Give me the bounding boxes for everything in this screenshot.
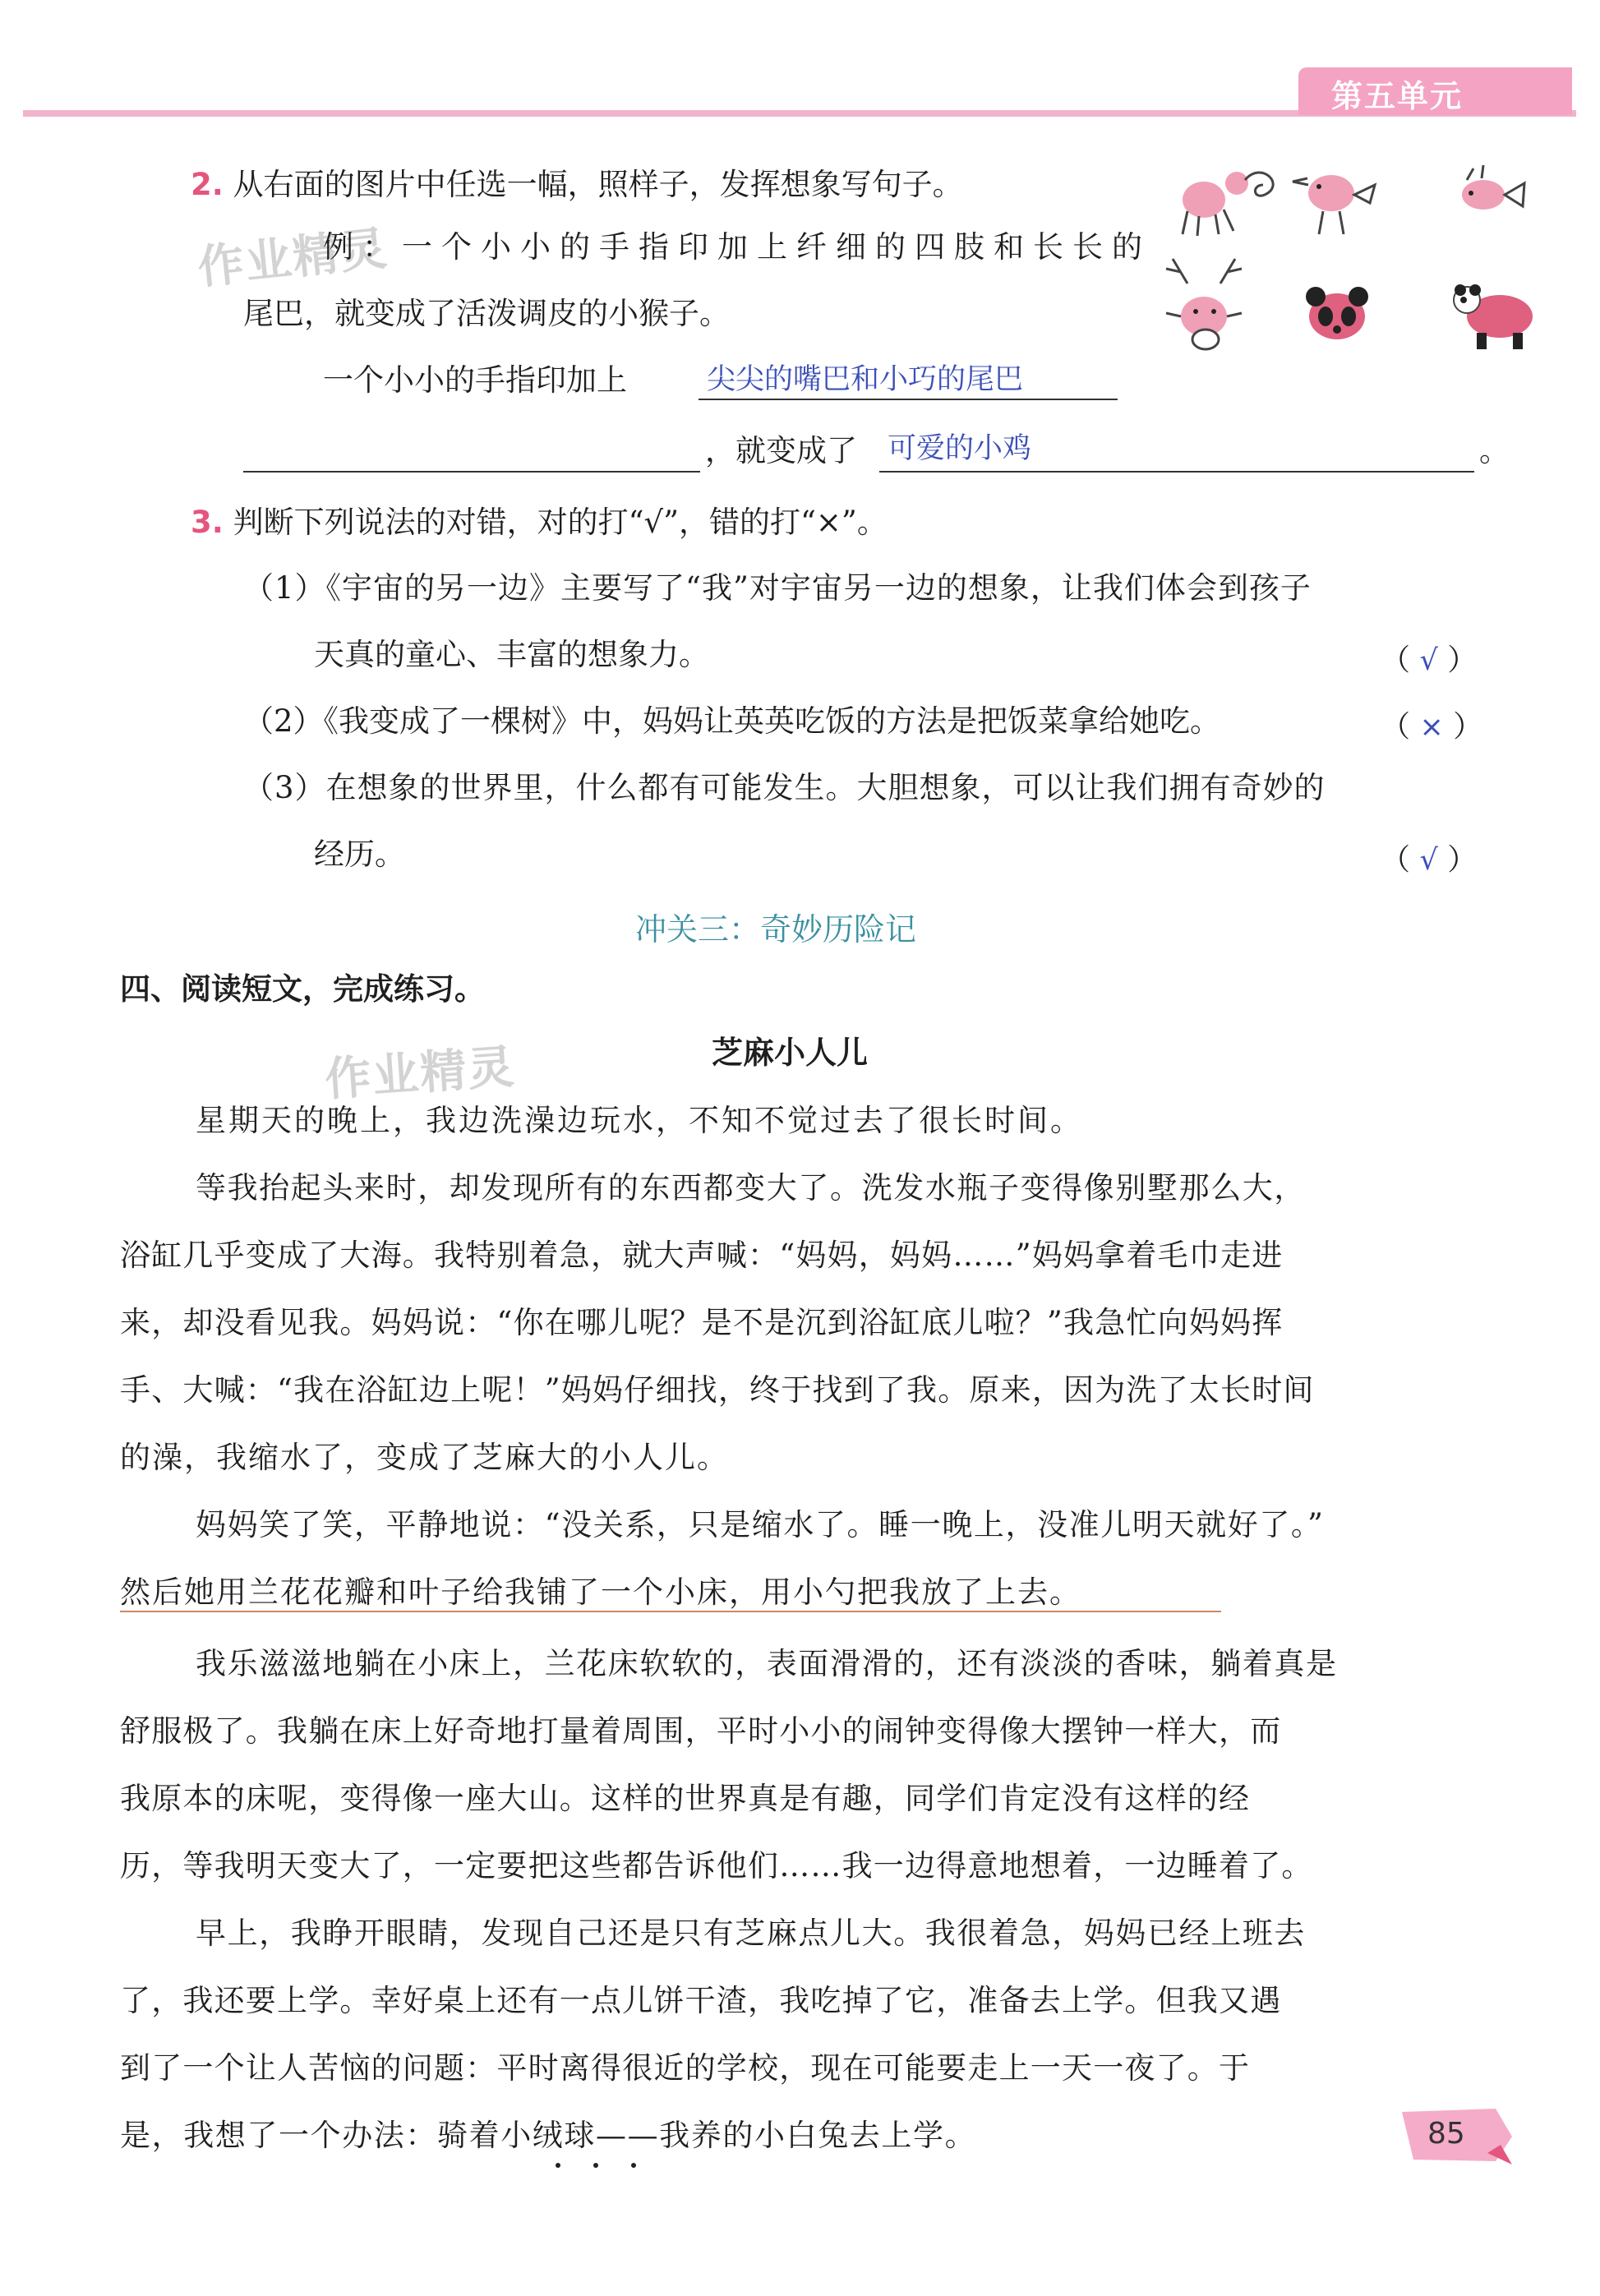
q2-number: 2. — [191, 167, 224, 202]
story-line-8-underline — [120, 1611, 1221, 1612]
story-line-8: 然后她用兰花花瓣和叶子给我铺了一个小床，用小勺把我放了上去。 — [120, 1574, 1081, 1610]
q3-item-3-line2: 经历。 — [314, 837, 405, 872]
story-line-5: 手、大喊：“我在浴缸边上呢！”妈妈仔细找，终于找到了我。原来，因为洗了太长时间 — [120, 1372, 1315, 1408]
emphasis-dot — [556, 2163, 560, 2168]
chick-fingerprint-icon — [1293, 175, 1375, 234]
q3-prompt-text: 判断下列说法的对错，对的打“√”，错的打“×”。 — [233, 505, 888, 540]
q2-example-line1: 例：一个小小的手指印加上纤细的四肢和长长的 — [323, 229, 1151, 265]
story-line-13: 早上，我睁开眼睛，发现自己还是只有芝麻点儿大。我很着急，妈妈已经上班去 — [196, 1916, 1306, 1951]
q3-item-1-line1 — [243, 570, 1312, 606]
q3-item-1-num: （1） — [243, 570, 326, 606]
emphasis-dot — [593, 2163, 598, 2168]
page-number: 85 — [1427, 2117, 1465, 2151]
q3-number: 3. — [191, 505, 224, 540]
story-line-2: 等我抬起头来时，却发现所有的东西都变大了。洗发水瓶子变得像别墅那么大， — [196, 1170, 1306, 1206]
q2-answer-1[interactable]: 尖尖的嘴巴和小巧的尾巴 — [707, 363, 1024, 396]
story-line-15: 到了一个让人苦恼的问题：平时离得很近的学校，现在可能要走上一天一夜了。于 — [120, 2050, 1251, 2086]
section-title: 冲关三：奇妙历险记 — [635, 911, 917, 947]
q2-fill-prefix: 一个小小的手指印加上 — [323, 362, 627, 398]
q3-item-2-num: （2） — [243, 703, 324, 739]
q2-answer-2[interactable]: 可爱的小鸡 — [888, 432, 1032, 465]
q2-prompt-text: 从右面的图片中任选一幅，照样子，发挥想象写句子。 — [233, 167, 963, 202]
story-title: 芝麻小人儿 — [712, 1035, 869, 1071]
deer-fingerprint-icon — [1166, 259, 1242, 349]
q3-item-1-line2: 天真的童心、丰富的想象力。 — [314, 637, 709, 672]
story-line-6: 的澡，我缩水了，变成了芝麻大的小人儿。 — [120, 1440, 729, 1475]
story-line-11: 我原本的床呢，变得像一座大山。这样的世界真是有趣，同学们肯定没有这样的经 — [120, 1781, 1251, 1816]
q2-blank-line[interactable] — [243, 471, 700, 473]
q3-item-1-mark: √ — [1419, 644, 1438, 677]
q3-item-2-answer[interactable]: （ × ） — [1381, 710, 1483, 744]
q3-item-2-text: 《我变成了一棵树》中，妈妈让英英吃饭的方法是把饭菜拿给她吃。 — [323, 703, 1221, 739]
q2-answer-1-line — [699, 399, 1118, 400]
q2-example-line2: 尾巴，就变成了活泼调皮的小猴子。 — [243, 296, 730, 331]
q2-fill-end: 。 — [1479, 433, 1510, 468]
unit-label: 第五单元 — [1331, 78, 1464, 114]
story-line-12: 历，等我明天变大了，一定要把这些都告诉他们……我一边得意地想着，一边睡着了。 — [120, 1848, 1313, 1883]
q3-item-2-line1 — [243, 703, 1221, 739]
q3-item-2-mark: × — [1419, 711, 1444, 744]
q3-item-3-mark: √ — [1419, 844, 1438, 877]
story-line-16: 是，我想了一个办法：骑着小绒球——我养的小白兔去上学。 — [120, 2118, 977, 2153]
q3-item-3-num: （3） — [243, 770, 326, 805]
fish-fingerprint-icon — [1462, 165, 1524, 210]
q2-fill-mid: ，就变成了 — [705, 433, 857, 468]
story-line-4: 来，却没看见我。妈妈说：“你在哪儿呢？是不是沉到浴缸底儿啦？”我急忙向妈妈挥 — [120, 1305, 1284, 1340]
q3-item-3-text: 在想象的世界里，什么都有可能发生。大胆想象，可以让我们拥有奇妙的 — [325, 770, 1326, 805]
story-line-9: 我乐滋滋地躺在小床上，兰花床软软的，表面滑滑的，还有淡淡的香味，躺着真是 — [196, 1646, 1338, 1681]
fingerprint-pictures — [1155, 152, 1574, 374]
story-line-7: 妈妈笑了笑，平静地说：“没关系，只是缩水了。睡一晚上，没准儿明天就好了。” — [196, 1507, 1325, 1542]
watermark: 作业精灵 — [195, 222, 391, 295]
q3-item-3-line1 — [243, 772, 1326, 803]
q3-item-1-answer[interactable]: （ √ ） — [1381, 643, 1478, 677]
story-line-1: 星期天的晚上，我边洗澡边玩水，不知不觉过去了很长时间。 — [196, 1103, 1083, 1138]
panda-face-fingerprint-icon — [1306, 287, 1368, 339]
emphasis-dot — [631, 2163, 636, 2168]
q3-prompt — [191, 505, 888, 540]
monkey-fingerprint-icon — [1183, 172, 1273, 236]
part4-heading: 四、阅读短文，完成练习。 — [120, 971, 485, 1007]
q3-item-3-answer[interactable]: （ √ ） — [1381, 843, 1478, 877]
q3-item-1-text: 《宇宙的另一边》主要写了“我”对宇宙另一边的想象，让我们体会到孩子 — [325, 570, 1312, 606]
q2-answer-2-line — [879, 471, 1474, 473]
panda-fingerprint-icon — [1454, 284, 1533, 349]
story-line-3: 浴缸几乎变成了大海。我特别着急，就大声喊：“妈妈，妈妈……”妈妈拿着毛巾走进 — [120, 1238, 1284, 1273]
watermark-2: 作业精灵 — [323, 1040, 518, 1108]
story-line-14: 了，我还要上学。幸好桌上还有一点儿饼干渣，我吃掉了它，准备去上学。但我又遇 — [120, 1983, 1282, 2018]
q2-prompt — [191, 169, 963, 200]
story-line-10: 舒服极了。我躺在床上好奇地打量着周围，平时小小的闹钟变得像大摆钟一样大，而 — [120, 1713, 1282, 1749]
